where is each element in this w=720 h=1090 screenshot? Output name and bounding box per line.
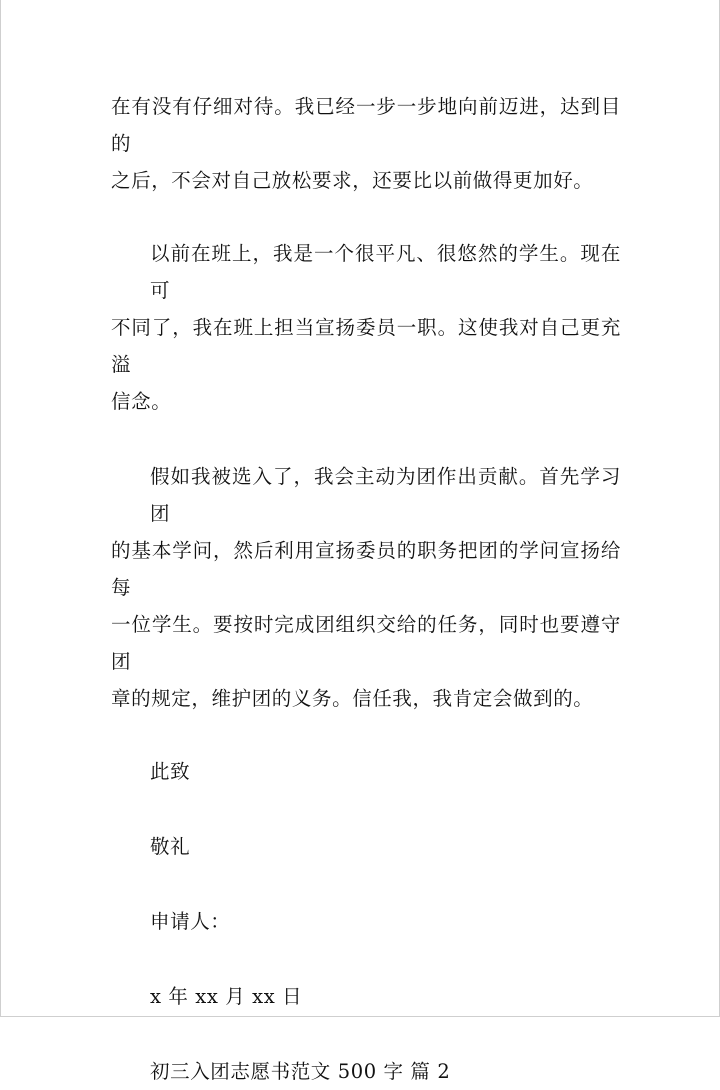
text-line: 以前在班上，我是一个很平凡、很悠然的学生。现在可 — [150, 242, 621, 302]
text-line: 之后，不会对自己放松要求，还要比以前做得更加好。 — [111, 169, 594, 192]
salutation-line: 此致 — [150, 760, 191, 783]
next-section-title: 初三入团志愿书范文 500 字 篇 2 — [150, 1060, 451, 1083]
paragraph-1 — [111, 88, 621, 199]
text-line: 不同了，我在班上担当宣扬委员一职。这使我对自己更充溢 — [111, 316, 621, 376]
paragraph-2 — [111, 235, 621, 420]
paragraph-3 — [111, 458, 621, 717]
applicant-label: 申请人： — [150, 910, 231, 933]
document-body — [111, 88, 621, 1090]
text-line: 信念。 — [111, 390, 172, 413]
respect-line: 敬礼 — [150, 835, 191, 858]
text-line: 假如我被选入了，我会主动为团作出贡献。首先学习团 — [150, 465, 621, 525]
text-line: 的基本学问，然后利用宣扬委员的职务把团的学问宣扬给每 — [111, 539, 621, 599]
text-line: 在有没有仔细对待。我已经一步一步地向前迈进，达到目的 — [111, 95, 621, 155]
text-line: 章的规定，维护团的义务。信任我，我肯定会做到的。 — [111, 687, 594, 710]
date-line: x 年 xx 月 xx 日 — [150, 985, 303, 1008]
text-line: 一位学生。要按时完成团组织交给的任务，同时也要遵守团 — [111, 613, 621, 673]
